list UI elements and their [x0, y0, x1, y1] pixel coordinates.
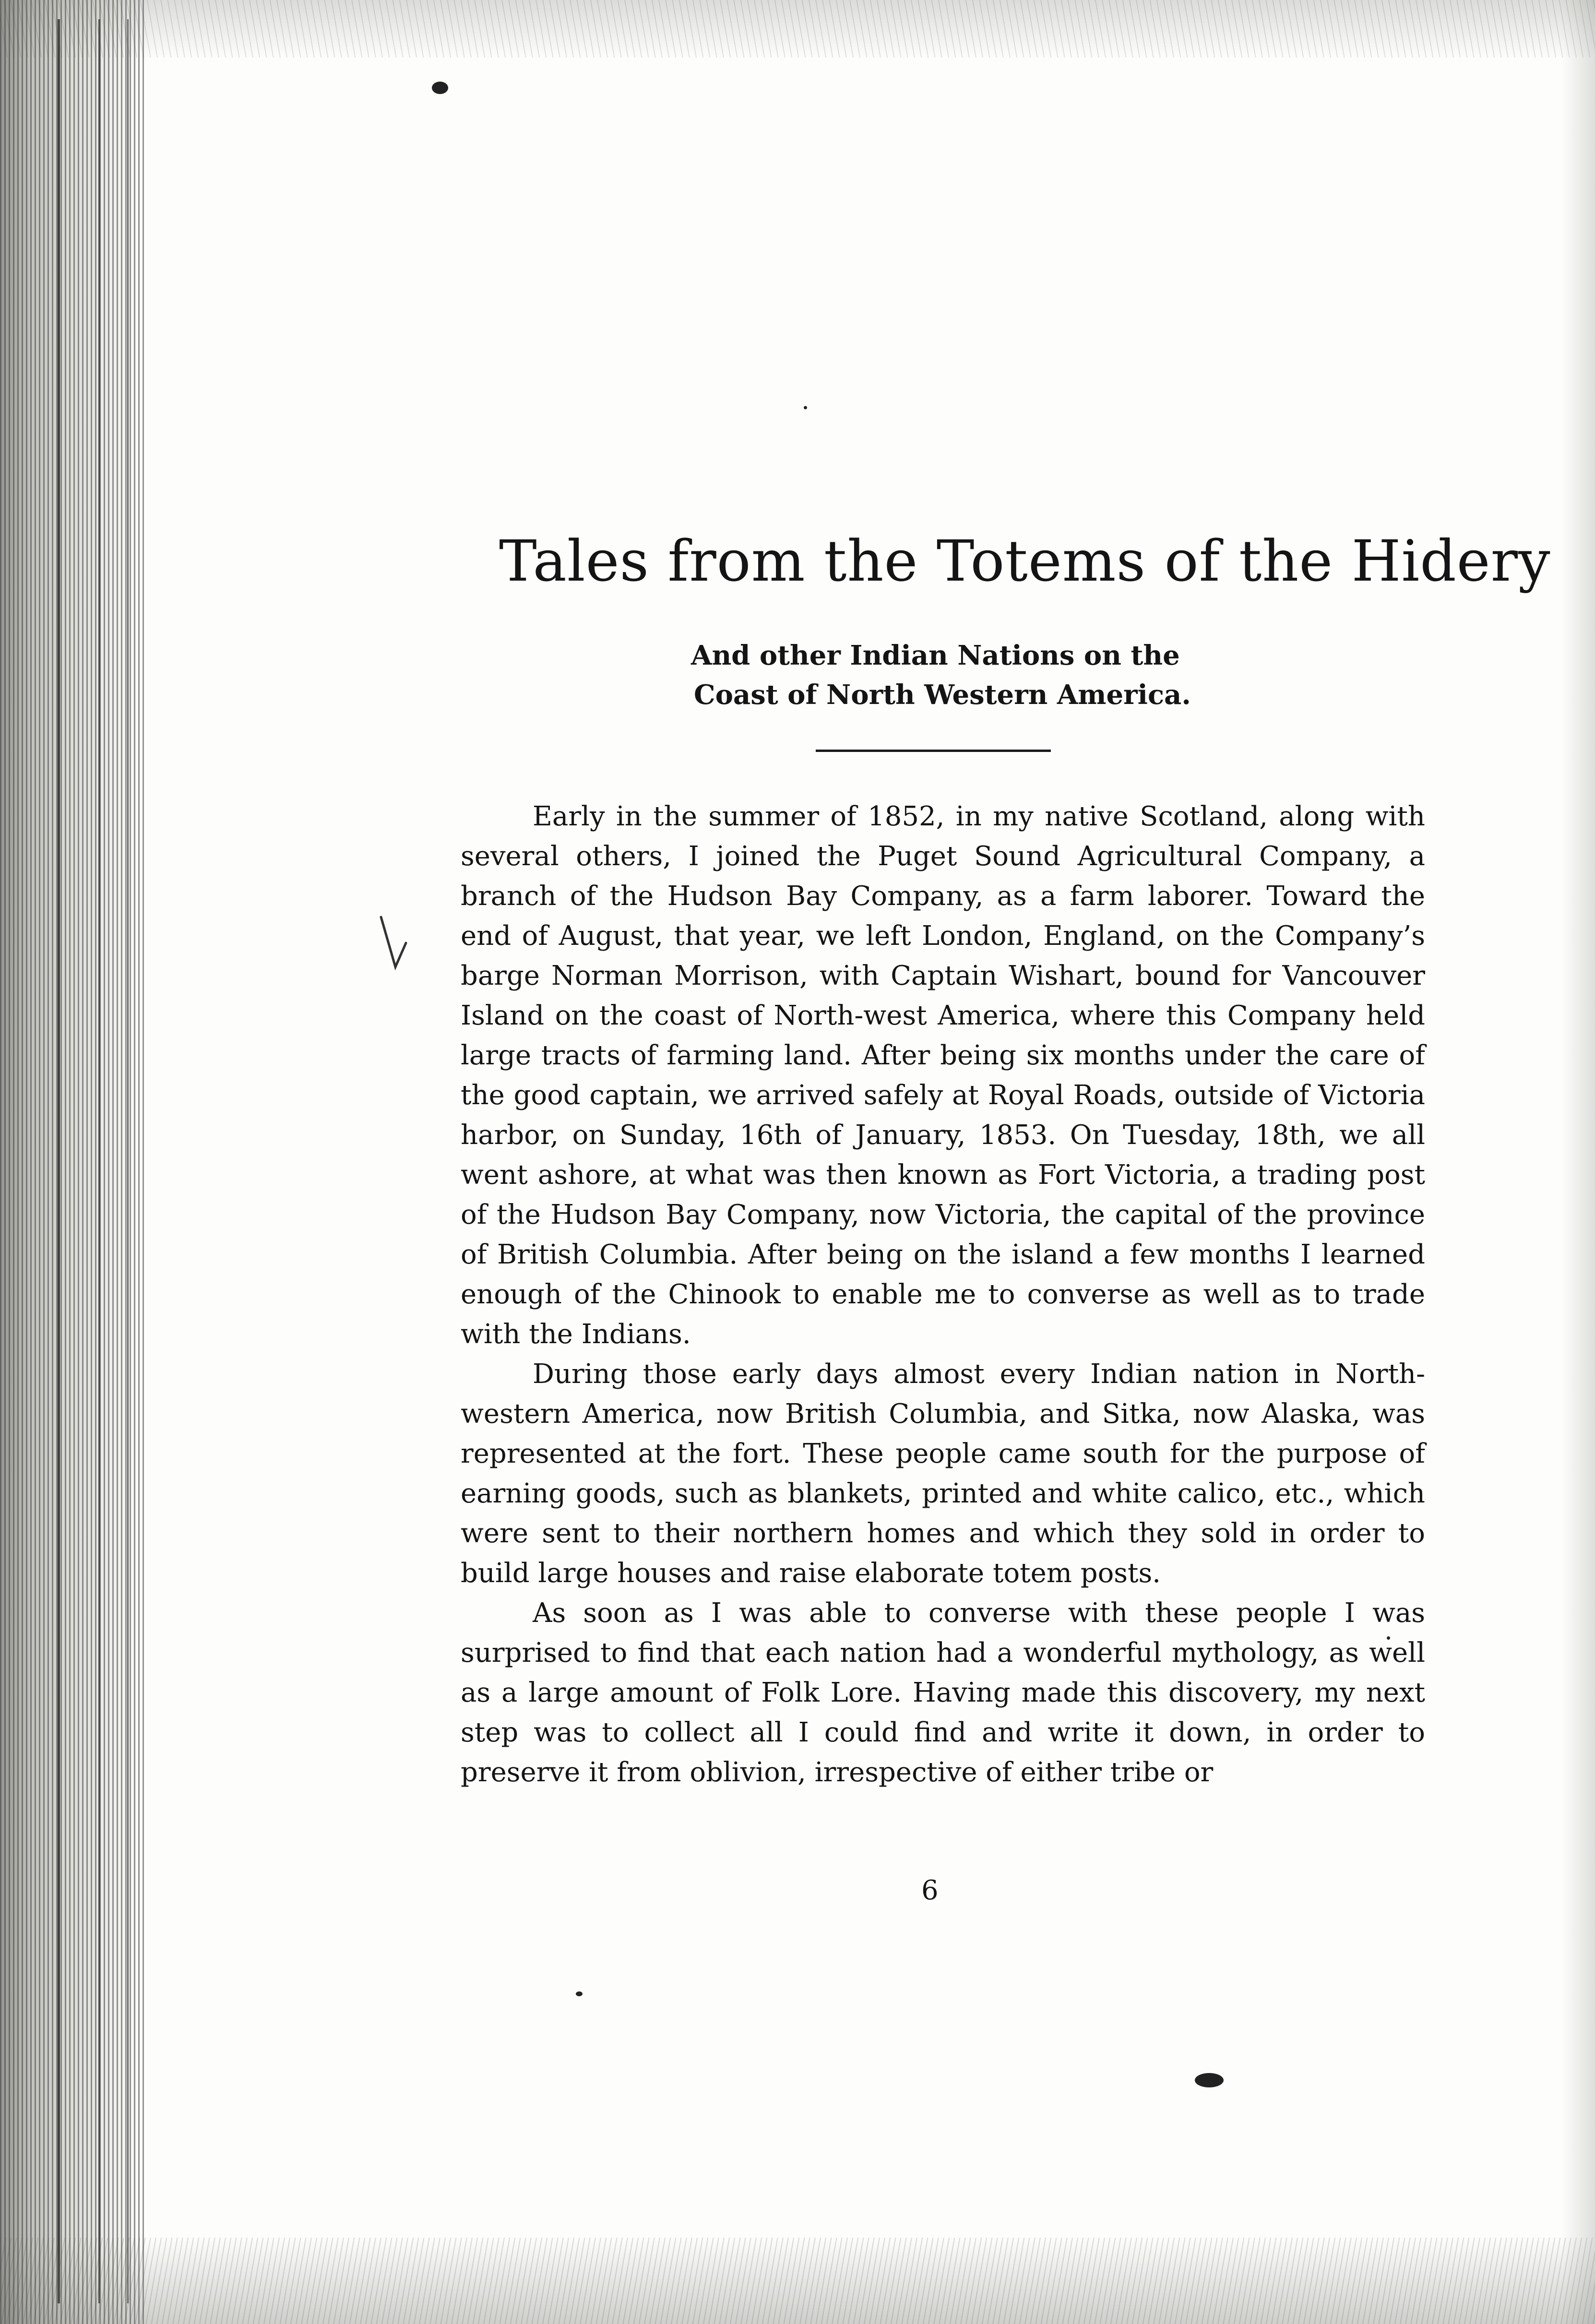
ink-speck	[576, 1991, 583, 1996]
page-title: Tales from the Totems of the Hidery	[499, 528, 1551, 594]
scan-edge-bottom	[0, 2238, 1595, 2324]
paragraph: During those early days almost every Indian nation in North-western America, now British Columbia, and Sitka, now Alaska, was represented at the fort. These people came south for the purpose of earning goods, such as blankets, printed and white calico, etc., which were sent to their northern homes and which they sold in order to build large houses and raise elaborate totem posts.	[461, 1359, 1425, 1589]
scanned-binding-edge	[0, 0, 144, 2324]
binding-line	[98, 19, 100, 2303]
pencil-check-mark	[379, 914, 408, 972]
ink-speck	[432, 82, 448, 94]
paragraph: As soon as I was able to converse with these people I was surprised to find that each nation had a wonderful mythology, as well as a large amount of Folk Lore. Having made this discovery, my next step was to collect all I could find and write it down, in order to preserve it from oblivion, irrespective of either tribe or	[461, 1597, 1425, 1788]
ink-speck	[804, 406, 807, 409]
subtitle-line: Coast of North Western America.	[694, 679, 1191, 711]
ink-speck	[1195, 2073, 1224, 2087]
body-text	[461, 797, 1425, 1792]
subtitle-line: And other Indian Nations on the	[691, 640, 1180, 671]
binding-line	[127, 19, 129, 2303]
subtitle	[691, 636, 1267, 715]
title-rule	[816, 750, 1051, 752]
scan-edge-top	[0, 0, 1595, 58]
binding-line	[58, 19, 60, 2303]
page-number: 6	[921, 1875, 939, 1906]
scan-edge-right	[1561, 0, 1595, 2324]
paragraph: Early in the summer of 1852, in my native Scotland, along with several others, I joined the Puget Sound Agricultural Company, a branch of the Hudson Bay Company, as a farm laborer. Toward the end of August, that year, we left London, England, on the Company’s barge Norman Morrison, with Captain Wishart, bound for Vancouver Island on the coast of North-west America, where this Company held large tracts of farming land. After being six months under the care of the good captain, we arrived safely at Royal Roads, outside of Victoria harbor, on Sunday, 16th of January, 1853. On Tuesday, 18th, we all went ashore, at what was then known as Fort Victoria, a trading post of the Hudson Bay Company, now Victoria, the capital of the province of British Columbia. After being on the island a few months I learned enough of the Chinook to enable me to converse as well as to trade with the Indians.	[461, 801, 1425, 1350]
